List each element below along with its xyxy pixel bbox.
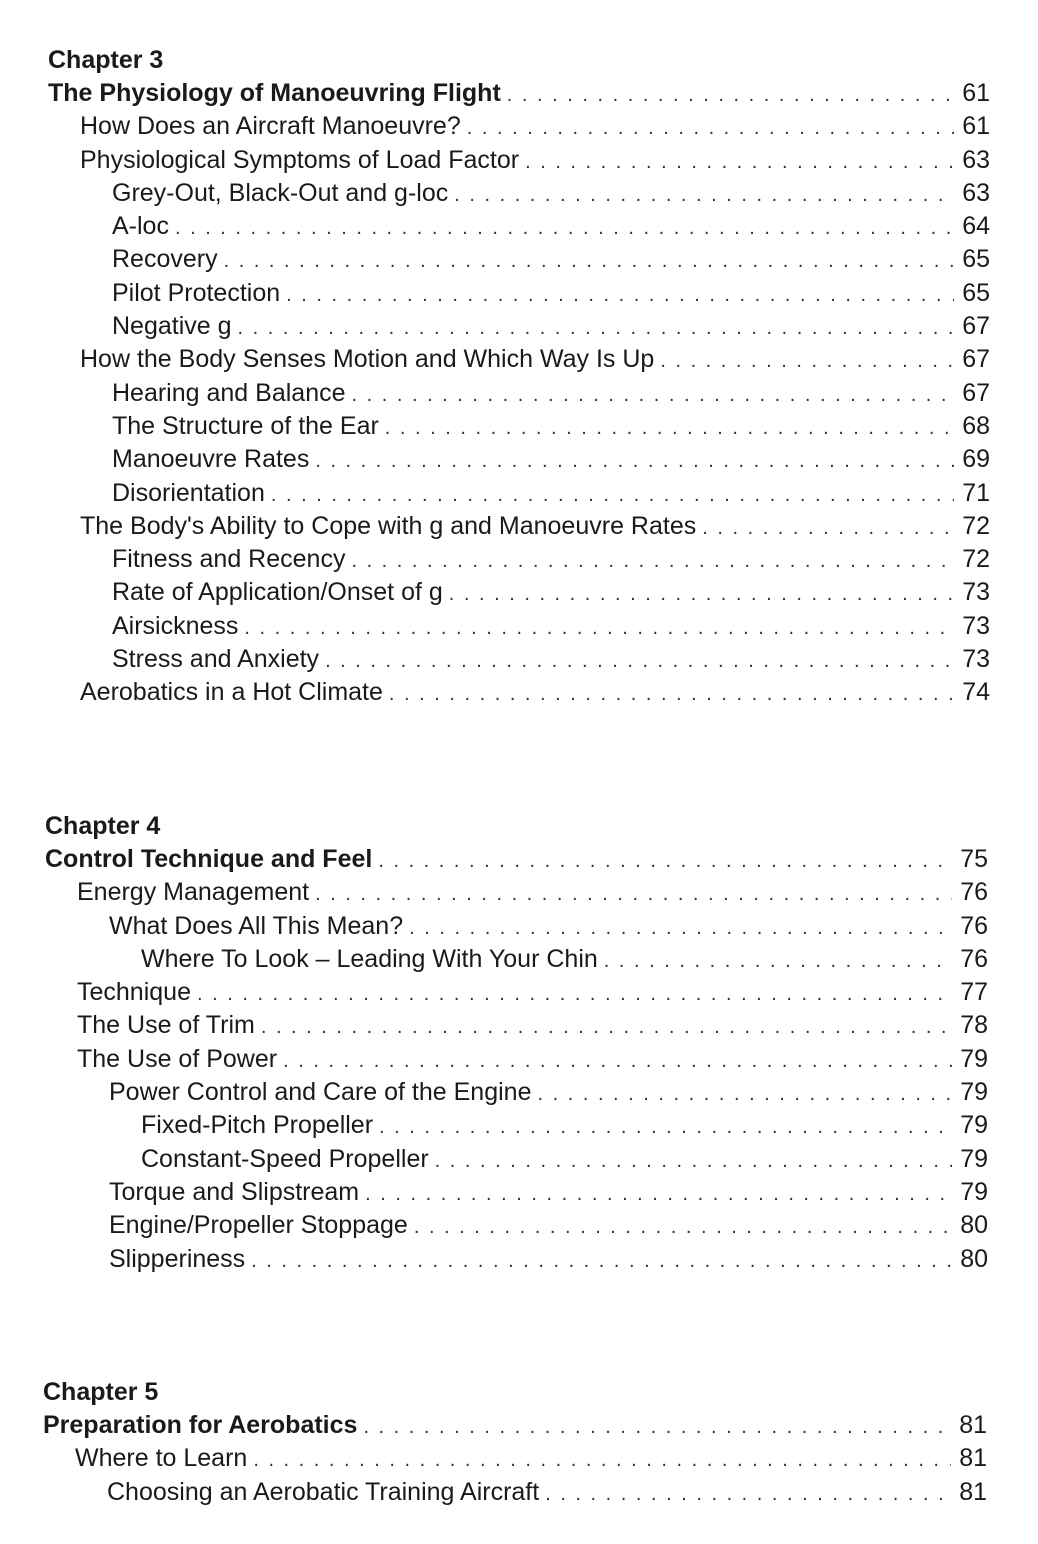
- toc-entry[interactable]: [112, 210, 990, 243]
- chapter-number: Chapter 3: [48, 46, 164, 74]
- page-number: 76: [960, 944, 988, 973]
- entry-title: The Physiology of Manoeuvring Flight: [48, 79, 501, 107]
- dot-leader: [261, 1011, 952, 1044]
- entry-title: Engine/Propeller Stoppage: [109, 1211, 408, 1240]
- dot-leader: [244, 612, 954, 645]
- entry-title: Recovery: [112, 245, 218, 274]
- dot-leader: [702, 512, 954, 545]
- entry-title: Energy Management: [77, 878, 310, 907]
- toc-entry[interactable]: [77, 1009, 988, 1042]
- entry-title: Stress and Anxiety: [112, 645, 320, 674]
- toc-entry[interactable]: [75, 1442, 987, 1475]
- dot-leader: [271, 479, 954, 512]
- entry-title: How Does an Aircraft Manoeuvre?: [80, 112, 461, 141]
- dot-leader: [253, 1444, 951, 1477]
- toc-entry[interactable]: [112, 643, 990, 676]
- toc-entry[interactable]: [112, 410, 990, 443]
- entry-title: Where to Learn: [75, 1444, 248, 1473]
- page-number: 79: [960, 1144, 988, 1173]
- dot-leader: [286, 279, 954, 312]
- page-number: 81: [959, 1477, 987, 1506]
- dot-leader: [363, 1411, 951, 1444]
- entry-title: The Structure of the Ear: [112, 411, 379, 440]
- entry-title: The Use of Power: [77, 1044, 278, 1073]
- page-number: 61: [962, 79, 990, 107]
- entry-title: What Does All This Mean?: [109, 911, 404, 940]
- dot-leader: [325, 645, 954, 678]
- page-number: 63: [962, 145, 990, 174]
- page-number: 69: [962, 445, 990, 474]
- toc-entry[interactable]: [80, 343, 990, 376]
- chapter-number: Chapter 4: [45, 812, 161, 840]
- dot-leader: [537, 1078, 952, 1111]
- dot-leader: [378, 845, 952, 878]
- dot-leader: [454, 179, 954, 212]
- dot-leader: [604, 945, 952, 978]
- entry-title: Pilot Protection: [112, 278, 281, 307]
- toc-entry[interactable]: [77, 976, 988, 1009]
- toc-entry[interactable]: [112, 243, 990, 276]
- chapter-block: [0, 44, 1038, 710]
- toc-entry[interactable]: [112, 310, 990, 343]
- toc-entry[interactable]: [80, 110, 990, 143]
- entry-title: Where To Look – Leading With Your Chin: [141, 944, 598, 973]
- page-number: 71: [962, 478, 990, 507]
- page-number: 80: [960, 1244, 988, 1273]
- toc-entry[interactable]: [109, 1176, 988, 1209]
- page-number: 79: [960, 1078, 988, 1107]
- dot-leader: [449, 578, 954, 611]
- entry-title: Slipperiness: [109, 1244, 246, 1273]
- entry-title: Constant-Speed Propeller: [141, 1144, 429, 1173]
- toc-entry[interactable]: [112, 543, 990, 576]
- dot-leader: [315, 445, 954, 478]
- page-number: 75: [960, 845, 988, 873]
- toc-entry[interactable]: [141, 943, 988, 976]
- page-number: 73: [962, 611, 990, 640]
- page-number: 79: [960, 1044, 988, 1073]
- page-number: 61: [962, 112, 990, 141]
- toc-entry[interactable]: [112, 610, 990, 643]
- dot-leader: [197, 978, 952, 1011]
- toc-entry[interactable]: [112, 443, 990, 476]
- chapter-title-entry[interactable]: [43, 1409, 987, 1442]
- entry-title: Control Technique and Feel: [45, 845, 373, 873]
- entry-title: How the Body Senses Motion and Which Way Is Up: [80, 345, 655, 374]
- page-number: 77: [960, 978, 988, 1007]
- page-number: 67: [962, 378, 990, 407]
- page-number: 63: [962, 178, 990, 207]
- page-number: 80: [960, 1211, 988, 1240]
- page-number: 72: [962, 511, 990, 540]
- page-number: 64: [962, 212, 990, 241]
- toc-entry[interactable]: [112, 377, 990, 410]
- page-number: 74: [962, 678, 990, 707]
- entry-title: Grey-Out, Black-Out and g-loc: [112, 178, 449, 207]
- page-number: 65: [962, 245, 990, 274]
- dot-leader: [175, 212, 954, 245]
- toc-entry[interactable]: [80, 510, 990, 543]
- entry-title: Rate of Application/Onset of g: [112, 578, 443, 607]
- toc-entry[interactable]: [77, 1043, 988, 1076]
- page-number: 68: [962, 411, 990, 440]
- page-number: 67: [962, 345, 990, 374]
- toc-entry[interactable]: [141, 1143, 988, 1176]
- entry-title: Fixed-Pitch Propeller: [141, 1111, 374, 1140]
- toc-entry[interactable]: [109, 1076, 988, 1109]
- dot-leader: [352, 379, 955, 412]
- page-number: 67: [962, 312, 990, 341]
- dot-leader: [389, 678, 954, 711]
- entry-title: The Body's Ability to Cope with g and Manoeuvre Rates: [80, 511, 697, 540]
- dot-leader: [507, 79, 954, 112]
- toc-entry[interactable]: [109, 1209, 988, 1242]
- entry-title: Negative g: [112, 312, 232, 341]
- dot-leader: [238, 312, 955, 345]
- chapter-number: Chapter 5: [43, 1378, 159, 1406]
- dot-leader: [351, 545, 954, 578]
- chapter-block: [0, 810, 1038, 1276]
- page-number: 72: [962, 545, 990, 574]
- dot-leader: [545, 1478, 951, 1511]
- toc-entry[interactable]: [112, 477, 990, 510]
- chapter-block: [0, 1376, 1038, 1509]
- page-number: 65: [962, 278, 990, 307]
- page-number: 81: [959, 1444, 987, 1473]
- page-number: 73: [962, 578, 990, 607]
- entry-title: Aerobatics in a Hot Climate: [80, 678, 383, 707]
- entry-title: Physiological Symptoms of Load Factor: [80, 145, 520, 174]
- entry-title: Airsickness: [112, 611, 239, 640]
- page-number: 78: [960, 1011, 988, 1040]
- entry-title: Preparation for Aerobatics: [43, 1411, 358, 1439]
- dot-leader: [467, 112, 954, 145]
- toc-entry[interactable]: [112, 177, 990, 210]
- entry-title: Choosing an Aerobatic Training Aircraft: [107, 1477, 540, 1506]
- page-number: 73: [962, 645, 990, 674]
- entry-title: Fitness and Recency: [112, 545, 346, 574]
- toc-entry[interactable]: [107, 1476, 987, 1509]
- dot-leader: [525, 146, 954, 179]
- dot-leader: [251, 1245, 952, 1278]
- toc-entry[interactable]: [112, 576, 990, 609]
- dot-leader: [385, 412, 954, 445]
- entry-title: Torque and Slipstream: [109, 1177, 360, 1206]
- entry-title: Manoeuvre Rates: [112, 445, 310, 474]
- dot-leader: [409, 912, 952, 945]
- entry-title: A-loc: [112, 212, 169, 241]
- dot-leader: [660, 345, 954, 378]
- entry-title: Hearing and Balance: [112, 378, 346, 407]
- dot-leader: [435, 1145, 953, 1178]
- chapter-title-entry[interactable]: [48, 77, 990, 110]
- toc-entry[interactable]: [77, 876, 988, 909]
- dot-leader: [379, 1111, 952, 1144]
- page-number: 79: [960, 1177, 988, 1206]
- dot-leader: [224, 245, 955, 278]
- dot-leader: [283, 1045, 952, 1078]
- page-number: 76: [960, 911, 988, 940]
- entry-title: Technique: [77, 978, 191, 1007]
- dot-leader: [315, 878, 952, 911]
- dot-leader: [365, 1178, 952, 1211]
- toc-entry[interactable]: [109, 910, 988, 943]
- dot-leader: [414, 1211, 952, 1244]
- chapter-title-entry[interactable]: [45, 843, 988, 876]
- entry-title: Power Control and Care of the Engine: [109, 1078, 532, 1107]
- entry-title: Disorientation: [112, 478, 265, 507]
- toc-entry[interactable]: [80, 144, 990, 177]
- toc-entry[interactable]: [109, 1243, 988, 1276]
- page-number: 79: [960, 1111, 988, 1140]
- toc-entry[interactable]: [80, 676, 990, 709]
- toc-entry[interactable]: [112, 277, 990, 310]
- toc-entry[interactable]: [141, 1109, 988, 1142]
- entry-title: The Use of Trim: [77, 1011, 255, 1040]
- page-number: 76: [960, 878, 988, 907]
- page-number: 81: [959, 1411, 987, 1439]
